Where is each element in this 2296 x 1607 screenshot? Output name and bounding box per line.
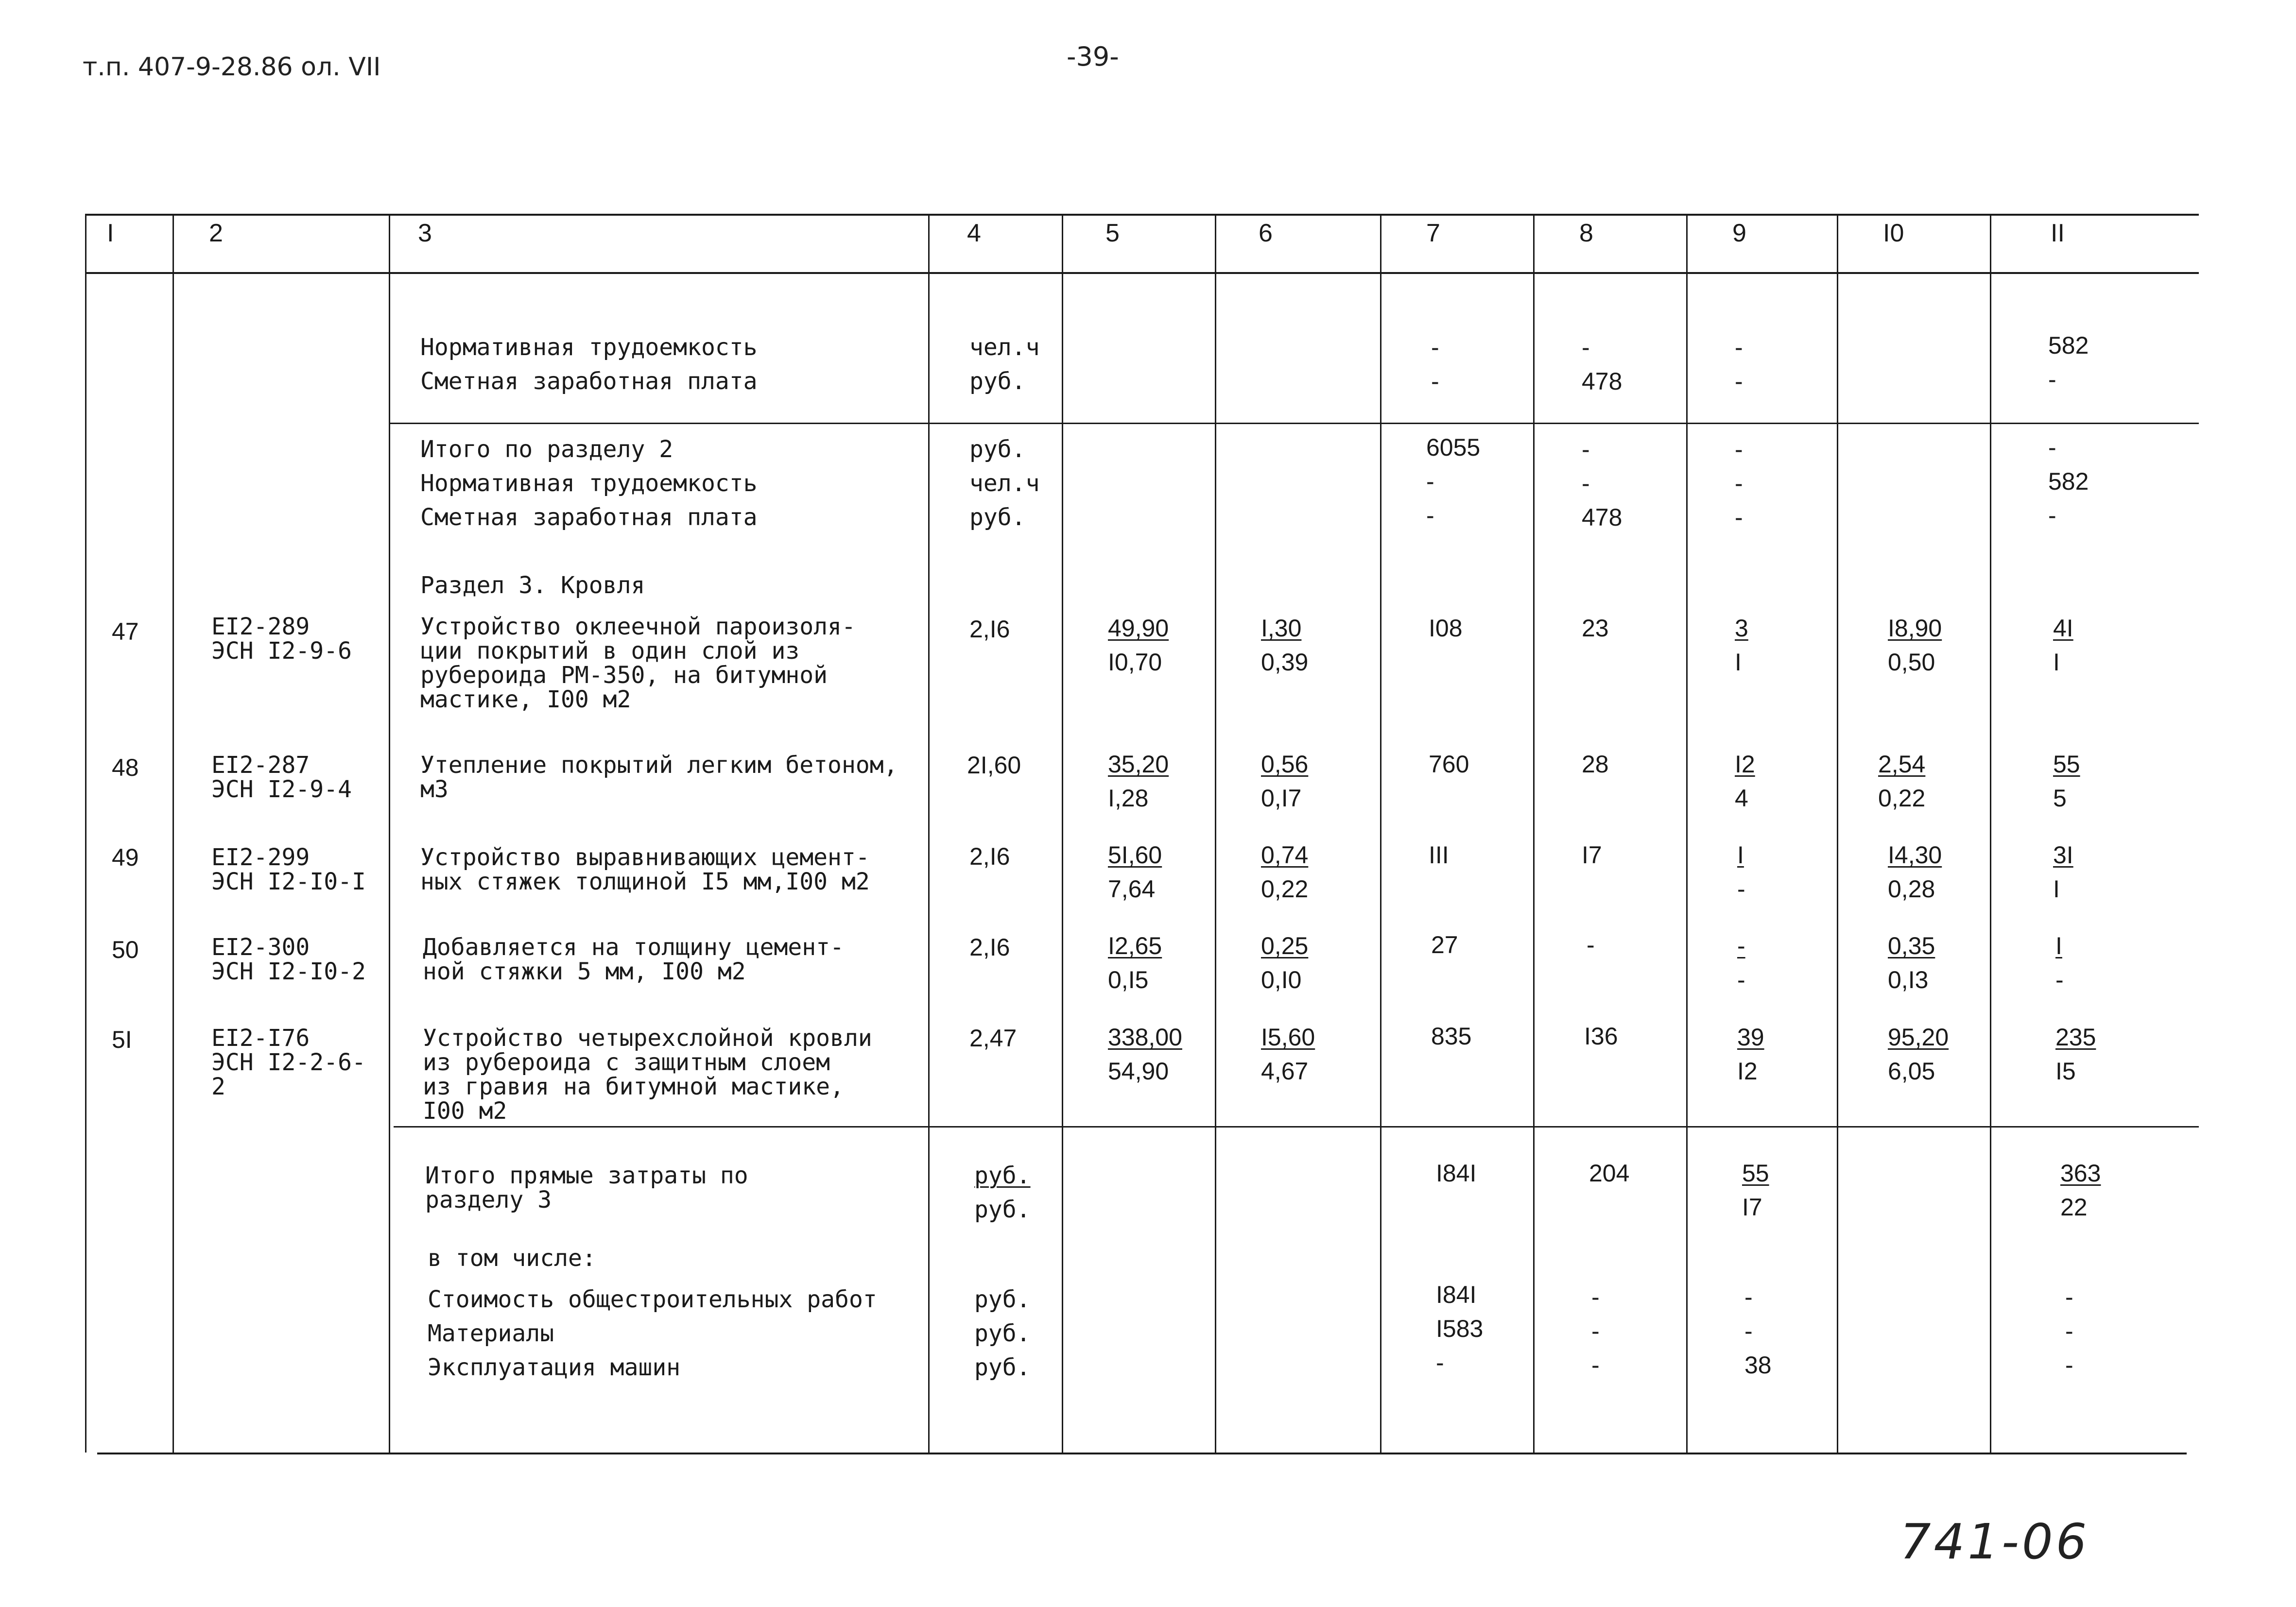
row-col5 (1108, 1020, 1182, 1088)
including-label: в том числе: (428, 1245, 596, 1272)
row-col9 (1737, 838, 1745, 906)
col-header-9: 9 (1732, 219, 1746, 247)
value-bottom: 0,I3 (1888, 966, 1929, 993)
page-number: -39- (1067, 41, 1119, 72)
cell-value: - (1735, 504, 1743, 531)
block1-desc (420, 330, 758, 398)
col-divider-4 (928, 214, 930, 1453)
incl-col8 (1591, 1280, 1600, 1382)
value-top: 3I (2053, 841, 2073, 869)
value-bottom: I7 (1742, 1194, 1762, 1221)
value-bottom: 6,05 (1888, 1058, 1935, 1085)
value-top: I5,60 (1261, 1024, 1315, 1051)
desc-line: Устройство оклеечной пароизоля- (420, 613, 856, 640)
col-header-6: 6 (1259, 219, 1273, 247)
cell-value: - (1735, 368, 1743, 395)
col-header-3: 3 (418, 219, 432, 247)
cell-value: - (1591, 1351, 1600, 1379)
row-col7: I08 (1429, 615, 1463, 642)
col-divider-11 (1990, 214, 1991, 1453)
value-top: I (1737, 841, 1744, 869)
value-top: 0,35 (1888, 932, 1935, 959)
value-bottom: 0,50 (1888, 649, 1935, 676)
col-divider-1 (85, 214, 86, 1453)
block2-unit (969, 432, 1040, 534)
row-col10 (1888, 838, 1942, 906)
row-col7: III (1429, 841, 1449, 869)
col-divider-2 (173, 214, 174, 1453)
value-bottom: 4 (1735, 785, 1748, 812)
value-top: 3 (1735, 615, 1748, 642)
col-divider-8 (1533, 214, 1535, 1453)
code-line: EI2-287 (211, 752, 310, 779)
code-line: EI2-I76 (211, 1025, 310, 1052)
value-bottom: 0,I7 (1261, 785, 1302, 812)
value-top: 5I,60 (1108, 841, 1162, 869)
desc-line: из рубероида с защитным слоем (423, 1049, 830, 1076)
value-bottom: 0,28 (1888, 875, 1935, 903)
value-top: I,30 (1261, 615, 1302, 642)
col-divider-9 (1686, 214, 1688, 1453)
row-col11 (2053, 747, 2080, 815)
cell-value: - (1582, 334, 1590, 361)
cell-value: - (1426, 468, 1434, 495)
cell-value: 38 (1744, 1351, 1772, 1379)
cell-value: - (2048, 502, 2056, 529)
block1-col9 (1735, 330, 1743, 398)
col-header-8: 8 (1579, 219, 1593, 247)
value-bottom: 0,22 (1261, 875, 1309, 903)
row-desc (423, 935, 844, 984)
block1-col7 (1431, 330, 1439, 398)
unit-cell: чел.ч (969, 334, 1040, 361)
row-code (211, 935, 366, 984)
row-col9 (1737, 1020, 1764, 1088)
block1-col11 (2048, 328, 2089, 396)
row-col8: - (1587, 931, 1595, 958)
block2-desc-line: Итого по разделу 2 (420, 436, 673, 463)
cell-value: 6055 (1426, 434, 1481, 461)
total3-unit (974, 1159, 1031, 1227)
desc-line: Эксплуатация машин (428, 1354, 681, 1381)
value-bottom: 54,90 (1108, 1058, 1169, 1085)
block1-col8 (1582, 330, 1622, 398)
col-divider-5 (1062, 214, 1063, 1453)
code-line: ЭСН I2-9-6 (211, 637, 352, 665)
cell-value: - (1744, 1317, 1753, 1345)
cell-value: - (1591, 1317, 1600, 1345)
row-col6 (1261, 1020, 1315, 1088)
row-col5 (1108, 611, 1169, 679)
value-top: I8,90 (1888, 615, 1942, 642)
cell-value: 478 (1582, 504, 1623, 531)
row-col7: 835 (1431, 1023, 1472, 1050)
row-number: 50 (112, 936, 139, 963)
value-top: 0,74 (1261, 841, 1309, 869)
unit-cell: руб. (969, 504, 1026, 531)
row-number: 47 (112, 618, 139, 645)
incl-unit (974, 1282, 1031, 1385)
row-col8: I7 (1582, 841, 1602, 869)
col-header-5: 5 (1105, 219, 1120, 247)
cell-value: - (1436, 1349, 1444, 1376)
value-top: I2 (1735, 751, 1755, 778)
value-top: 49,90 (1108, 615, 1169, 642)
row-desc (423, 1026, 872, 1123)
code-line: ЭСН I2-I0-2 (211, 958, 366, 985)
incl-col9 (1744, 1280, 1772, 1382)
cell-value: 582 (2048, 468, 2089, 495)
row-col10 (1878, 747, 1925, 815)
row-col4: 2,I6 (969, 843, 1010, 870)
row-col10 (1888, 1020, 1949, 1088)
cell-value: - (1582, 470, 1590, 497)
row-col9 (1737, 929, 1745, 997)
row-col9 (1735, 747, 1755, 815)
total3-col7: I84I (1436, 1160, 1477, 1187)
value-bottom: 0,22 (1878, 785, 1926, 812)
value-top: 0,56 (1261, 751, 1309, 778)
table-bottom-border (97, 1453, 2187, 1454)
code-line: 2 (211, 1073, 225, 1100)
row-col6 (1261, 838, 1308, 906)
desc-line: Утепление покрытий легким бетоном, (420, 752, 898, 779)
value-top: 363 (2060, 1160, 2101, 1187)
value-top: 235 (2055, 1024, 2096, 1051)
col-header-1: I (107, 219, 114, 247)
value-top: 2,54 (1878, 751, 1926, 778)
row-col4: 2,47 (969, 1025, 1017, 1052)
cell-value: - (1735, 334, 1743, 361)
row-col11 (2055, 1020, 2096, 1088)
value-bottom: 0,39 (1261, 649, 1309, 676)
value-bottom: 0,I0 (1261, 966, 1302, 993)
cell-value: - (1582, 436, 1590, 463)
block2-desc-line: Нормативная трудоемкость (420, 470, 758, 497)
value-top: - (1737, 932, 1745, 959)
row-col10 (1888, 611, 1942, 679)
block-divider-1 (389, 423, 2199, 424)
value-bottom: I,28 (1108, 785, 1149, 812)
desc-line: Итого прямые затраты по (425, 1162, 748, 1189)
value-bottom: 7,64 (1108, 875, 1156, 903)
value-top: 35,20 (1108, 751, 1169, 778)
cell-value: 478 (1582, 368, 1623, 395)
cell-value: - (1735, 436, 1743, 463)
value-bottom: 5 (2053, 785, 2067, 812)
desc-line: Добавляется на толщину цемент- (423, 934, 844, 961)
value-top: 4I (2053, 615, 2073, 642)
code-line: EI2-289 (211, 613, 310, 640)
cell-value: - (2065, 1317, 2073, 1345)
value-bottom: I (2053, 649, 2060, 676)
header-bottom-border (85, 272, 2199, 274)
block2-col11 (2048, 430, 2089, 532)
row-number: 5I (112, 1026, 132, 1053)
block-divider-2 (394, 1126, 2199, 1128)
col-header-10: I0 (1883, 219, 1904, 247)
col-header-4: 4 (967, 219, 981, 247)
cell-value: I583 (1436, 1315, 1484, 1342)
cell-value: - (2048, 434, 2056, 461)
cell-value: I84I (1436, 1281, 1477, 1308)
desc-line: I00 м2 (423, 1097, 507, 1125)
desc-line: Устройство четырехслойной кровли (423, 1025, 872, 1052)
cell-value: - (1426, 502, 1434, 529)
block2-desc-line: Сметная заработная плата (420, 504, 758, 531)
code-line: ЭСН I2-9-4 (211, 776, 352, 803)
value-bottom: 0,I5 (1108, 966, 1149, 993)
block1-desc-line: Нормативная трудоемкость (420, 334, 758, 361)
unit-cell: руб. (974, 1162, 1031, 1189)
value-bottom: - (1737, 966, 1745, 993)
value-bottom: I0,70 (1108, 649, 1162, 676)
row-col10 (1888, 929, 1935, 997)
value-bottom: - (2055, 966, 2064, 993)
row-col5 (1108, 838, 1162, 906)
unit-cell: руб. (969, 368, 1026, 395)
cell-value: - (1735, 470, 1743, 497)
block2-col8 (1582, 432, 1622, 534)
code-line: EI2-300 (211, 934, 310, 961)
row-col4: 2,I6 (969, 934, 1010, 961)
row-code (211, 753, 352, 802)
cell-value: 582 (2048, 332, 2089, 359)
inventory-stamp: 741-06 (1900, 1513, 2090, 1570)
value-bottom: I (1735, 649, 1742, 676)
block1-unit (969, 330, 1040, 398)
row-col8: 28 (1582, 751, 1609, 778)
value-top: 55 (1742, 1160, 1769, 1187)
desc-line: из гравия на битумной мастике, (423, 1073, 844, 1100)
block2-col9 (1735, 432, 1743, 534)
value-top: 39 (1737, 1024, 1764, 1051)
col-header-7: 7 (1426, 219, 1440, 247)
table-top-border (85, 214, 2199, 216)
code-line: ЭСН I2-2-6- (211, 1049, 366, 1076)
value-bottom: 22 (2060, 1194, 2088, 1221)
row-number: 48 (112, 754, 139, 781)
row-number: 49 (112, 844, 139, 871)
row-col6 (1261, 929, 1308, 997)
col-header-2: 2 (209, 219, 223, 247)
row-col5 (1108, 929, 1162, 997)
row-desc (420, 845, 870, 894)
value-bottom: I2 (1737, 1058, 1758, 1085)
unit-cell: руб. (974, 1196, 1031, 1223)
document-code: т.п. 407-9-28.86 ол. VII (83, 52, 381, 82)
row-col7: 27 (1431, 931, 1458, 958)
desc-line: мастике, I00 м2 (420, 686, 631, 713)
total3-col8: 204 (1589, 1160, 1630, 1187)
value-top: I2,65 (1108, 932, 1162, 959)
cell-value: - (2065, 1283, 2073, 1311)
incl-col7 (1436, 1278, 1483, 1380)
row-code (211, 615, 352, 663)
value-bottom: - (1737, 875, 1745, 903)
col-divider-6 (1215, 214, 1216, 1453)
row-col5 (1108, 747, 1169, 815)
total3-col9 (1742, 1156, 1769, 1224)
value-top: 338,00 (1108, 1024, 1182, 1051)
unit-cell: руб. (969, 436, 1026, 463)
cell-value: - (2048, 366, 2056, 393)
col-divider-3 (389, 214, 390, 1453)
col-divider-10 (1837, 214, 1838, 1453)
row-col11 (2055, 929, 2064, 997)
row-col9 (1735, 611, 1748, 679)
row-desc (420, 753, 898, 802)
row-col4: 2I,60 (967, 752, 1021, 779)
value-bottom: I5 (2055, 1058, 2076, 1085)
total3-col11 (2060, 1156, 2101, 1224)
block1-desc-line: Сметная заработная плата (420, 368, 758, 395)
desc-line: разделу 3 (425, 1186, 552, 1214)
unit-cell: руб. (974, 1320, 1031, 1347)
unit-cell: чел.ч (969, 470, 1040, 497)
desc-line: ных стяжек толщиной I5 мм,I00 м2 (420, 868, 870, 895)
row-col8: I36 (1584, 1023, 1618, 1050)
desc-line: м3 (420, 776, 449, 803)
desc-line: рубероида РМ-350, на битумной (420, 662, 828, 689)
row-col6 (1261, 611, 1308, 679)
row-col4: 2,I6 (969, 615, 1010, 643)
incl-col11 (2065, 1280, 2073, 1382)
value-bottom: I (2053, 875, 2060, 903)
unit-cell: руб. (974, 1354, 1031, 1381)
section-title: Раздел 3. Кровля (420, 572, 645, 599)
row-col8: 23 (1582, 615, 1609, 642)
row-desc (420, 615, 856, 712)
cell-value: - (1431, 334, 1439, 361)
row-code (211, 845, 366, 894)
value-bottom: 4,67 (1261, 1058, 1309, 1085)
desc-line: ной стяжки 5 мм, I00 м2 (423, 958, 746, 985)
row-col6 (1261, 747, 1308, 815)
value-top: I (2055, 932, 2062, 959)
value-top: 0,25 (1261, 932, 1309, 959)
row-col11 (2053, 611, 2073, 679)
value-top: 95,20 (1888, 1024, 1949, 1051)
incl-desc (428, 1282, 877, 1385)
row-col7: 760 (1429, 751, 1469, 778)
cell-value: - (2065, 1351, 2073, 1379)
total3-desc (425, 1163, 748, 1212)
value-top: I4,30 (1888, 841, 1942, 869)
block2-desc (420, 432, 758, 534)
row-col11 (2053, 838, 2073, 906)
unit-cell: руб. (974, 1286, 1031, 1313)
desc-line: Стоимость общестроительных работ (428, 1286, 877, 1313)
desc-line: Устройство выравнивающих цемент- (420, 844, 870, 871)
block2-col7 (1426, 430, 1480, 532)
code-line: EI2-299 (211, 844, 310, 871)
cell-value: - (1591, 1283, 1600, 1311)
desc-line: ции покрытий в один слой из (420, 637, 800, 665)
row-code (211, 1026, 366, 1099)
col-header-11: II (2051, 219, 2065, 247)
value-top: 55 (2053, 751, 2080, 778)
cell-value: - (1431, 368, 1439, 395)
desc-line: Материалы (428, 1320, 554, 1347)
cell-value: - (1744, 1283, 1753, 1311)
code-line: ЭСН I2-I0-I (211, 868, 366, 895)
col-divider-7 (1380, 214, 1381, 1453)
